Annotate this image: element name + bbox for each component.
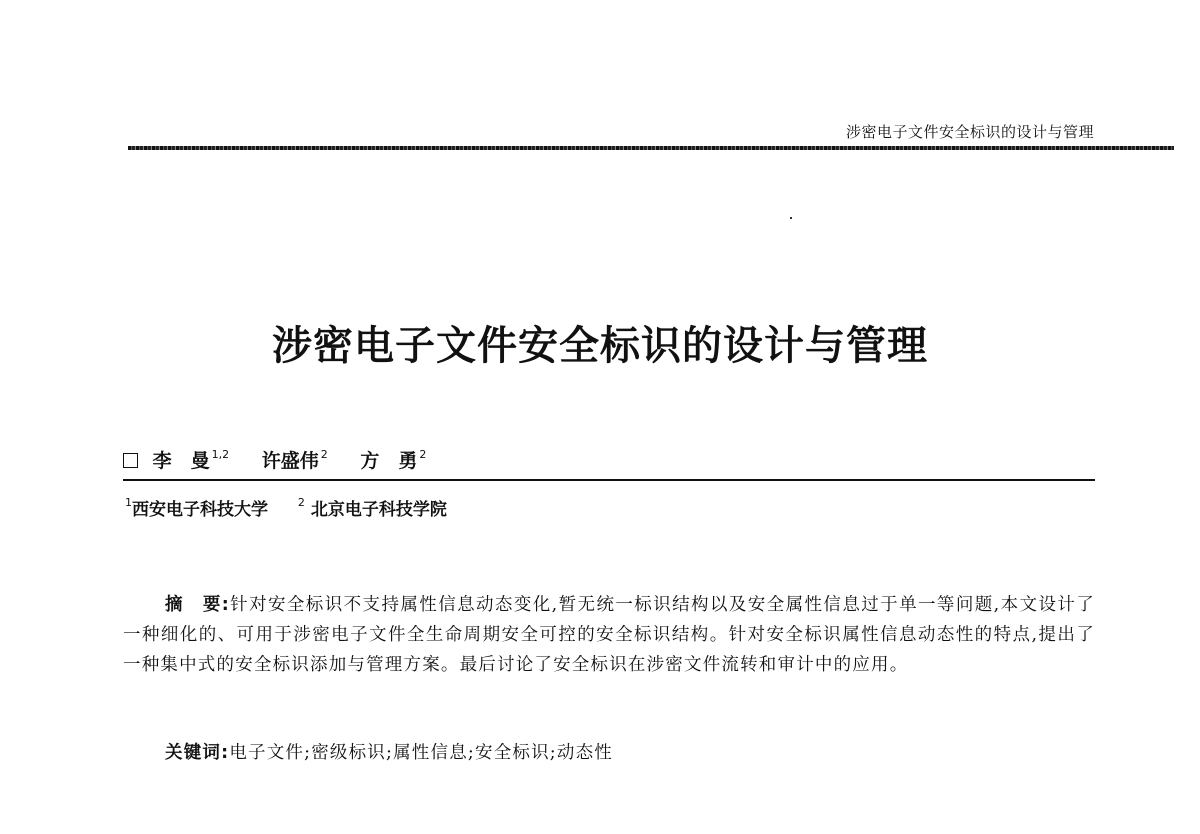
affil-sup: 2 [297,496,305,509]
author-box-icon [123,453,138,468]
author-affil-sup: 2 [320,448,328,461]
abstract-text: 针对安全标识不支持属性信息动态变化,暂无统一标识结构以及安全属性信息过于单一等问题,本文设计了一种细化的、可用于涉密电子文件全生命周期安全可控的安全标识结构。针对安全标识属性信息动态性的特点,提出了一种集中式的安全标识添加与管理方案。最后讨论了安全标识在涉密文件流转和审计中的应用。 [123,595,1095,675]
author-name: 李 曼 [152,450,210,472]
running-head: 涉密电子文件安全标识的设计与管理 [845,123,1094,141]
keywords [165,739,613,764]
author [360,450,426,472]
scan-speck [790,217,792,219]
affiliation-name: 北京电子科技学院 [310,500,447,520]
header-rule [128,146,1174,150]
keywords-text: 电子文件;密级标识;属性信息;安全标识;动态性 [229,743,613,763]
author-affil-sup: 2 [419,448,427,461]
affiliation-name: 西安电子科技大学 [132,500,268,520]
affil-sup: 1 [125,496,132,509]
abstract [123,590,1095,680]
affiliation [296,496,447,520]
author-affil-sup: 1,2 [211,448,230,461]
paper-title: 涉密电子文件安全标识的设计与管理 [272,322,928,369]
author-name: 许盛伟 [261,450,319,472]
author [153,450,230,472]
abstract-label: 摘 要: [165,595,230,615]
affiliation-line [123,495,469,520]
keywords-label: 关键词: [165,743,230,763]
author-rule [123,479,1095,481]
affiliation [123,496,268,520]
author-name: 方 勇 [360,450,418,472]
author-line [123,446,452,473]
author [262,450,328,472]
